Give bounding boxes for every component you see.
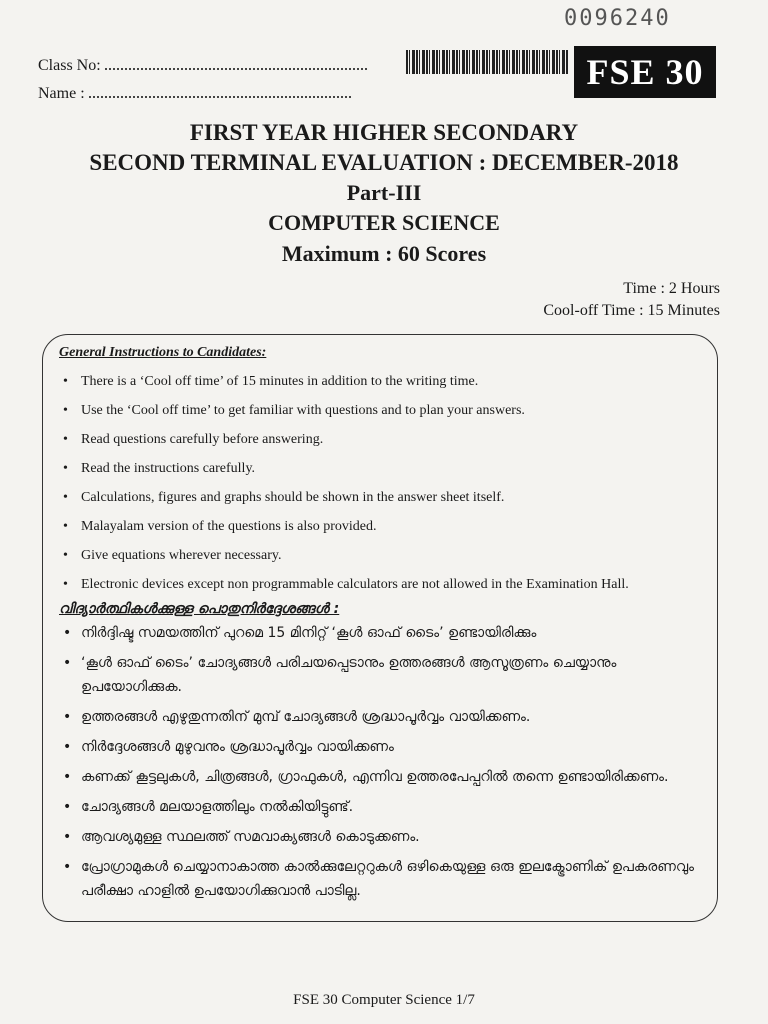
title-subject: COMPUTER SCIENCE <box>268 210 500 235</box>
instruction-item: • Electronic devices except non programmable calculators are not allowed in the Examination Hall. <box>59 570 701 599</box>
instruction-item: • Malayalam version of the questions is also provided. <box>59 512 701 541</box>
name-label: Name : <box>38 85 85 102</box>
barcode <box>406 50 568 74</box>
name-line <box>89 84 351 98</box>
ml-instruction-item: • ആവശ്യമുള്ള സ്ഥലത്ത് സമവാക്യങ്ങൾ കൊടുക്കണം. <box>59 825 701 849</box>
instruction-item: • Give equations wherever necessary. <box>59 541 701 570</box>
instruction-item: • Read the instructions carefully. <box>59 454 701 483</box>
ml-instruction-item: • കണക്ക് കൂട്ടലുകൾ, ചിത്രങ്ങൾ, ഗ്രാഫുകൾ, എന്നിവ ഉത്തരപേപ്പറിൽ തന്നെ ഉണ്ടായിരിക്കണം. <box>59 765 701 789</box>
title-line-1: FIRST YEAR HIGHER SECONDARY <box>189 120 579 145</box>
page-footer: FSE 30 Computer Science 1/7 <box>293 992 475 1008</box>
ml-instruction-item: • ഉത്തരങ്ങൾ എഴുതുന്നതിന് മുമ്പ് ചോദ്യങ്ങൾ ശ്രദ്ധാപൂർവ്വം വായിക്കണം. <box>59 705 701 729</box>
title-line-2: SECOND TERMINAL EVALUATION : DECEMBER-2018 <box>89 150 679 175</box>
instructions-list <box>59 367 701 599</box>
ml-instructions-list <box>59 621 701 903</box>
title-max-score: Maximum : 60 Scores <box>281 241 487 266</box>
class-no-row <box>38 52 367 80</box>
ml-instruction-item: • നിർദ്ദിഷ്ട സമയത്തിന് പുറമെ 15 മിനിറ്റ് ‘കൂൾ ഓഫ് ടൈം’ ഉണ്ടായിരിക്കും <box>59 621 701 645</box>
instruction-item: • Use the ‘Cool off time’ to get familiar with questions and to plan your answers. <box>59 396 701 425</box>
instruction-item: • Calculations, figures and graphs should be shown in the answer sheet itself. <box>59 483 701 512</box>
title-part: Part-III <box>346 180 422 205</box>
time-duration: Time : 2 Hours <box>623 280 720 297</box>
instruction-item: • Read questions carefully before answering. <box>59 425 701 454</box>
class-no-line <box>105 56 367 70</box>
candidate-fields <box>38 52 367 108</box>
ml-instruction-item: • പ്രോഗ്രാമുകൾ ചെയ്യാനാകാത്ത കാൽക്കുലേറ്ററുകൾ ഒഴികെയുള്ള ഒരു ഇലക്ട്രോണിക് ഉപകരണവും പരീക്ഷാ ഹാളിൽ ഉപയോഗിക്കുവാൻ പാടില്ല. <box>59 855 701 903</box>
ml-instruction-item: • ചോദ്യങ്ങൾ മലയാളത്തിലും നൽകിയിട്ടുണ്ട്. <box>59 795 701 819</box>
serial-number: 0096240 <box>564 6 671 31</box>
time-block <box>543 278 720 322</box>
ml-instructions-heading: വിദ്യാർത്ഥികൾക്കുള്ള പൊതുനിർദ്ദേശങ്ങൾ : <box>59 601 340 617</box>
title-block <box>0 118 768 270</box>
instruction-item: • There is a ‘Cool off time’ of 15 minutes in addition to the writing time. <box>59 367 701 396</box>
class-no-label: Class No: <box>38 57 101 74</box>
code-badge: FSE 30 <box>574 46 716 98</box>
instructions-heading: General Instructions to Candidates: <box>59 345 267 360</box>
instructions-box <box>42 334 718 922</box>
cool-off-time: Cool-off Time : 15 Minutes <box>543 302 720 319</box>
ml-instruction-item: • നിർദ്ദേശങ്ങൾ മുഴുവനും ശ്രദ്ധാപൂർവ്വം വായിക്കണം <box>59 735 701 759</box>
name-row <box>38 80 367 108</box>
ml-instruction-item: • ‘കൂൾ ഓഫ് ടൈം’ ചോദ്യങ്ങൾ പരിചയപ്പെടാനും ഉത്തരങ്ങൾ ആസൂത്രണം ചെയ്യാനും ഉപയോഗിക്കുക. <box>59 651 701 699</box>
